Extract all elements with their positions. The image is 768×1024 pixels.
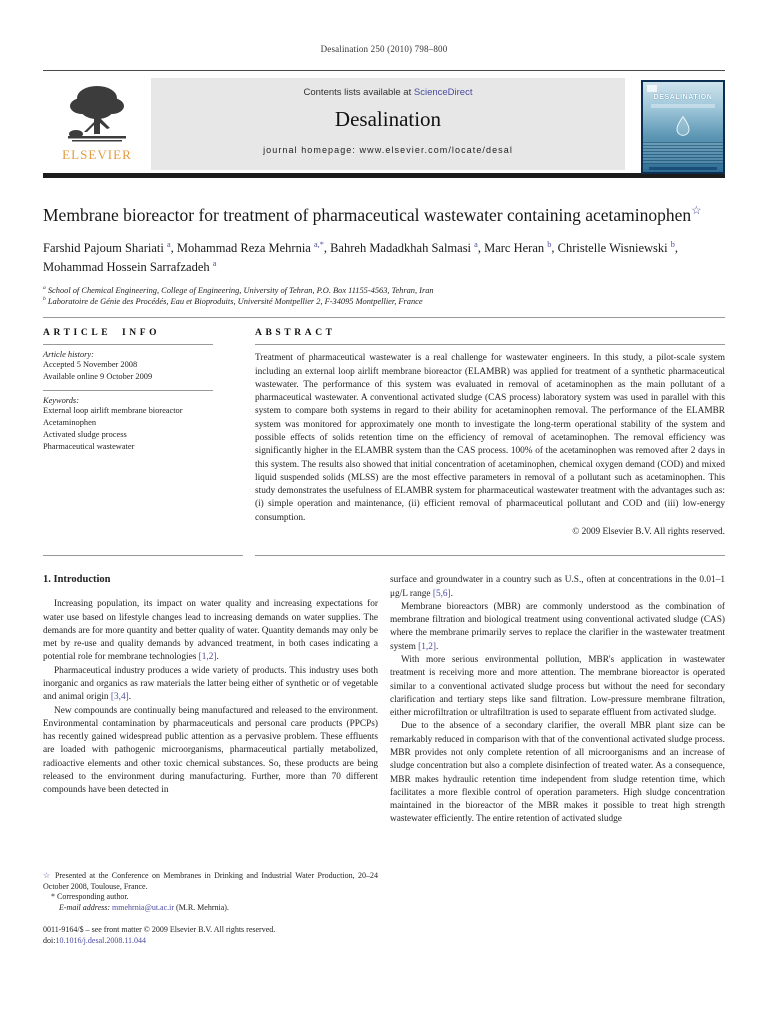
cover-sea-texture <box>643 142 723 164</box>
keyword-item: Activated sludge process <box>43 430 127 440</box>
abstract-heading: ABSTRACT <box>255 328 336 339</box>
footnotes-block <box>43 871 378 947</box>
elsevier-wordmark: ELSEVIER <box>62 147 132 162</box>
journal-homepage-link[interactable]: journal homepage: www.elsevier.com/locate/desal <box>263 145 513 155</box>
elsevier-logo <box>43 78 151 170</box>
journal-header-band <box>43 78 725 170</box>
journal-citation: Desalination 250 (2010) 798–800 <box>320 44 448 54</box>
body-left-column <box>43 574 378 946</box>
history-available: Available online 9 October 2009 <box>43 372 153 382</box>
cover-issn-block <box>647 85 657 92</box>
keyword-item: Acetaminophen <box>43 417 97 427</box>
elsevier-tree-icon <box>64 82 130 146</box>
intro-paragraph: Increasing population, its impact on water quality and increasing expectations for water use based on lifestyle changes lead to increasing demands on water supplies. The demands are for more quantity and better quality of water. Quantity demands may only be met by re-use and quality demands by advanced treatment, in both cases indicating a potential role for membrane technologies [1,2]. <box>43 599 378 663</box>
keyword-item: Pharmaceutical wastewater <box>43 442 135 452</box>
imprint-block <box>43 924 378 946</box>
article-body <box>43 574 725 946</box>
affiliation-a: $^a$ School of Chemical Engineering, College of Engineering, University of Tehran, P.O. Box 11155-4563, Tehran, Iran <box>43 284 434 295</box>
intro-paragraph: Membrane bioreactors (MBR) are commonly understood as the combination of membrane filtration and biological treatment using conventional activated sludge (CAS) where the membrane primarily serves to replace the clarifier in the wastewater treatment system [1,2]. <box>390 601 725 652</box>
introduction-heading: 1. Introduction <box>43 574 111 586</box>
history-accepted: Accepted 5 November 2008 <box>43 360 138 370</box>
journal-cover-box <box>625 78 725 170</box>
intro-paragraph: New compounds are continually being manufactured and released to the environment. Environmental contamination by pharmaceuticals and personal care products (PPCPs) has recently gained widespread public attention as a pervasive problem. These effluents are loaded with pathogenic microorganisms, pharmaceutical partially metabolized, radioactive elements and other toxic chemical substances. So, these products are being released to the environment during manufacturing. Further, more than 70 different compounds have been detected in <box>43 705 378 796</box>
intro-paragraph: With more serious environmental pollution, MBR's application in wastewater treatment is receiving more and more attention. The membrane bioreactor is operated similar to a conventional activated sludge process but without the need for secondary clarification and tertiary steps like sand filtration. Low-pressure membrane filtration, either microfiltration or ultrafiltration is used to separate effluent from activated sludge. <box>390 654 725 719</box>
journal-masthead: Desalination <box>334 107 442 131</box>
author-list: Farshid Pajoum Shariati $^a$, Mohammad Reza Mehrnia $^{a,*}$, Bahreh Madadkhah Salmasi $^a$, Marc Heran $^b$, Christelle Wisniewski $^b$, Mohammad Hossein Sarrafzadeh $^a$ <box>43 239 679 274</box>
cover-subtitle-bar <box>651 104 715 108</box>
affiliation-b: $^b$ Laboratoire de Génie des Procédés, Eau et Bioproduits, Université Montpellier 2, F-34095 Montpellier, France <box>43 296 423 306</box>
conference-footnote: ☆ Presented at the Conference on Membranes in Drinking and Industrial Water Production, 20–24 October 2008, Toulouse, France. <box>43 870 379 891</box>
keywords-rule <box>43 390 213 391</box>
affiliations <box>43 285 725 308</box>
contents-lists-line[interactable]: Contents lists available at ScienceDirect <box>303 87 473 98</box>
header-black-bar <box>43 173 725 178</box>
issn-line: 0011-9164/$ – see front matter © 2009 Elsevier B.V. All rights reserved. <box>43 924 276 934</box>
article-info-rule <box>43 344 213 345</box>
intro-paragraph: Due to the absence of a secondary clarifier, the overall MBR plant size can be remarkably reduced in comparison with that of the conventional activated sludge process. MBR provides not only complete retention of all microorganisms and an increase of sludge concentration but also a complete disinfection of treated water. As a consequence, MBR makes hydraulic retention time independent from sludge retention time, which facilitates a more flexible control of operation parameters. High sludge concentration maintained in the bioreactor of the MBR makes it possible to treat high strength wastewater efficiently. The entire retention of activated sludge <box>390 721 725 825</box>
abstract-column <box>255 318 725 556</box>
article-info-heading: ARTICLE INFO <box>43 328 161 339</box>
band-center <box>151 78 625 170</box>
header-top-rule <box>43 70 725 71</box>
intro-paragraph: Pharmaceutical industry produces a wide variety of products. This industry uses both inorganic and organics as raw materials the latter being either of synthetic or of vegetable and animal origin [3,4]. <box>43 665 378 703</box>
keywords-label: Keywords: <box>43 395 79 405</box>
water-drop-icon <box>675 116 691 136</box>
keyword-item: External loop airlift membrane bioreactor <box>43 405 183 415</box>
article-history-label: Article history: <box>43 350 94 360</box>
abstract-copyright: © 2009 Elsevier B.V. All rights reserved. <box>572 526 725 537</box>
article-info-column <box>43 318 243 556</box>
abstract-rule <box>255 344 725 345</box>
info-abstract-section <box>43 318 725 556</box>
corresponding-author-footnote: * Corresponding author. <box>51 892 129 902</box>
article-title: Membrane bioreactor for treatment of pharmaceutical wastewater containing acetaminophen☆ <box>43 205 702 225</box>
body-right-column <box>390 574 725 946</box>
cover-title: DESALINATION <box>653 94 713 101</box>
abstract-body: Treatment of pharmaceutical wastewater is a real challenge for wastewater engineers. In this study, a pilot-scale system including an external loop airlift membrane bioreactor (ELAMBR) was applied for treatment of a synthetic pharmaceutical wastewater. The performance of this system was evaluated in removal of acetaminophen as the main pollutant of a pharmaceutical wastewater. A conventional activated sludge (CAS process) laboratory system was used in parallel with this system to compare both systems in regard to their ability for acetaminophen removal. The performance of the ELAMBR system was monitored for approximately one month to investigate the long-term operational stability of the system and possible effects of solids retention time on the efficiency of removal of acetaminophen. The removal efficiency was significantly higher in the ELAMBR system than the CAS process. 100% of the acetaminophen was removed after 2 days in this system. The results also showed that initial concentration of acetaminophen, chemical oxygen demand (COD) and mixed liquid suspended solids (MLSS) are the most effective parameters in removal of a pollutant such as acetaminophen. This study demonstrates the usefulness of ELAMBR system for pharmaceutical wastewater treatment with the advantages such as: (i) simple operation and maintenance, (ii) efficient removal of pharmaceutical pollutant and COD and (iii) low-energy consumption. <box>255 353 725 523</box>
journal-cover-thumbnail[interactable] <box>641 80 725 174</box>
intro-paragraph: surface and groundwater in a country such as U.S., often at concentrations in the 0.01–1 μg/L range [5,6]. <box>390 575 725 599</box>
doi-line[interactable]: doi:10.1016/j.desal.2008.11.044 <box>43 936 147 946</box>
email-footnote[interactable]: E-mail address: mmehrnia@ut.ac.ir (M.R. Mehrnia). <box>59 903 229 913</box>
cover-bottom-strip <box>649 167 717 170</box>
